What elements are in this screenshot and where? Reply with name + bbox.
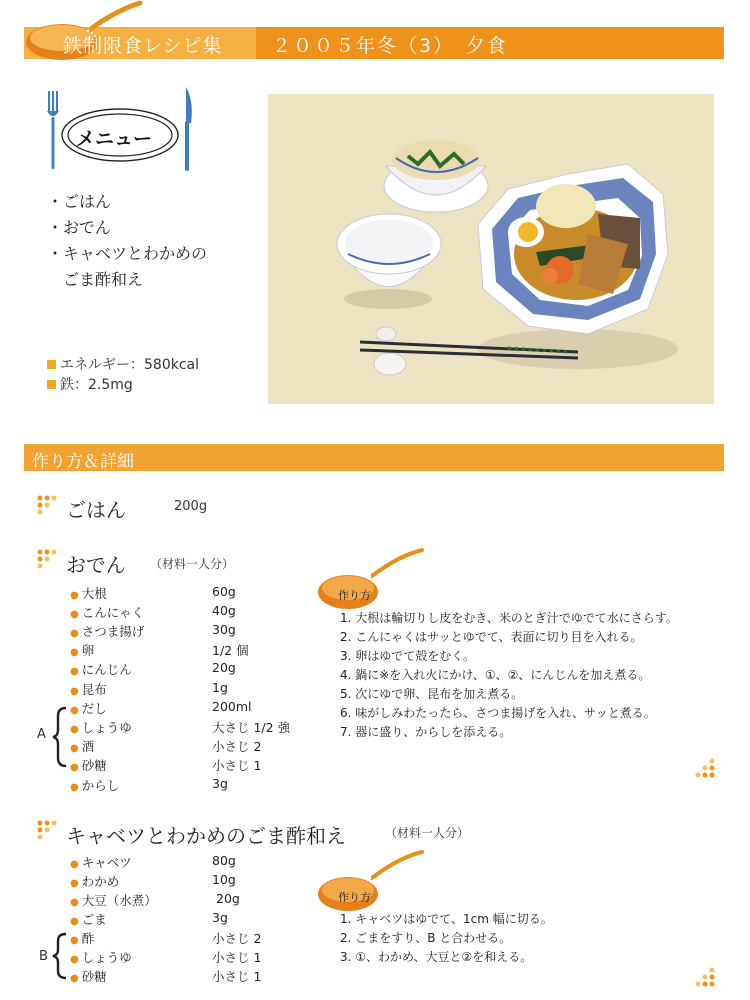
ingredient-qty: 1/2 個 (212, 643, 249, 658)
ingredient-name: ● しょうゆ (70, 720, 132, 735)
method-step: 7. 器に盛り、からしを添える。 (340, 725, 512, 739)
ingredient-qty: 80g (212, 853, 236, 868)
dish-title-aemono: キャベツとわかめのごま酢和え (66, 824, 346, 848)
dots-corner-icon (692, 966, 716, 990)
ingredient-name: ● 酢 (70, 931, 95, 946)
method-step: 1. キャベツはゆでて、1cm 幅に切る。 (340, 912, 553, 926)
menu-item-oden: ・おでん (47, 218, 111, 237)
group-label-b: B (39, 949, 48, 964)
ingredient-name: ● 砂糖 (70, 758, 107, 773)
header-title: 鉄制限食レシピ集 (63, 35, 223, 57)
nutrition-iron: 鉄：2.5mg (47, 374, 133, 394)
ingredient-qty: 小さじ 2 (212, 931, 262, 946)
ingredient-qty: 20g (212, 660, 236, 675)
brace-icon (50, 932, 70, 980)
ingredient-name: ● さつま揚げ (70, 624, 145, 639)
dots-corner-icon (692, 757, 716, 781)
dots-icon (36, 819, 58, 841)
dots-icon (36, 494, 58, 516)
method-label-oden: 作り方 (338, 589, 371, 602)
ingredient-name: ● だし (70, 701, 107, 716)
menu-item-aemono: ・キャベツとわかめの (47, 244, 208, 263)
ingredient-qty: 200ml (212, 699, 252, 714)
fork-icon (47, 91, 59, 169)
ingredient-name: ● ごま (70, 912, 107, 927)
ingredient-qty: 小さじ 2 (212, 739, 262, 754)
knife-icon (185, 87, 192, 171)
method-step: 4. 鍋に※を入れ火にかけ、①、②、にんじんを加え煮る。 (340, 668, 651, 682)
ingredient-name: ● 砂糖 (70, 969, 107, 984)
method-step: 6. 味がしみわたったら、さつま揚げを入れ、サッと煮る。 (340, 706, 656, 720)
frying-pan-icon (316, 548, 428, 614)
ingredient-name: ● 卵 (70, 643, 95, 658)
ingredient-name: ● しょうゆ (70, 950, 132, 965)
method-step: 3. 卵はゆでて殻をむく。 (340, 649, 476, 663)
menu-item-aemono-cont: ごま酢和え (47, 270, 144, 289)
ingredient-qty: 1g (212, 680, 228, 695)
meal-photo (268, 94, 714, 404)
ingredient-name: ● 酒 (70, 739, 95, 754)
dish-title-oden: おでん (66, 553, 126, 577)
ingredient-qty: 10g (212, 872, 236, 887)
method-label-aemono: 作り方 (338, 891, 371, 904)
aemono-note: （材料一人分） (385, 826, 470, 840)
ingredient-name: ● キャベツ (70, 855, 132, 870)
group-label-a: A (37, 727, 46, 742)
method-step: 5. 次にゆで卵、昆布を加え煮る。 (340, 687, 524, 701)
ingredient-qty: 60g (212, 584, 236, 599)
menu-label: メニュー (76, 128, 153, 150)
dish-title-rice: ごはん (66, 498, 126, 522)
rice-bowl (337, 214, 441, 309)
frying-pan-icon (316, 850, 428, 916)
method-step: 3. ①、わかめ、大豆と②を和える。 (340, 950, 533, 964)
bullet-square-icon (47, 360, 56, 369)
ingredient-name: ● 大豆（水煮） (70, 893, 157, 908)
dots-icon (36, 548, 58, 570)
bullet-square-icon (47, 380, 56, 389)
header-subtitle: ２００５年冬（3） 夕食 (272, 35, 508, 57)
ingredient-qty: 3g (212, 910, 228, 925)
oden-note: （材料一人分） (150, 557, 235, 571)
method-step: 2. こんにゃくはサッとゆでて、表面に切り目を入れる。 (340, 630, 643, 644)
method-step: 1. 大根は輪切りし皮をむき、米のとぎ汁でゆでて水にさらす。 (340, 611, 678, 625)
ingredient-qty: 大さじ 1/2 強 (212, 720, 291, 735)
method-step: 2. ごまをすり、B と合わせる。 (340, 931, 512, 945)
ingredient-name: ● 大根 (70, 586, 107, 601)
nutrition-energy: エネルギー：580kcal (47, 354, 199, 374)
menu-item-rice: ・ごはん (47, 192, 112, 211)
rice-amount: 200g (174, 499, 208, 514)
ingredient-qty: 20g (216, 891, 240, 906)
ingredient-name: ● にんじん (70, 662, 132, 677)
ingredient-qty: 小さじ 1 (212, 969, 262, 984)
ingredient-qty: 40g (212, 603, 236, 618)
ingredient-qty: 30g (212, 622, 236, 637)
ingredient-name: ● こんにゃく (70, 605, 144, 620)
ingredient-qty: 小さじ 1 (212, 950, 262, 965)
section-title: 作り方＆詳細 (32, 452, 134, 472)
ingredient-name: ● わかめ (70, 874, 120, 889)
ingredient-name: ● からし (70, 778, 120, 793)
ingredient-name: ● 昆布 (70, 682, 107, 697)
brace-icon (50, 706, 70, 768)
ingredient-qty: 3g (212, 776, 228, 791)
ingredient-qty: 小さじ 1 (212, 758, 262, 773)
aemono-bowl (384, 140, 488, 212)
